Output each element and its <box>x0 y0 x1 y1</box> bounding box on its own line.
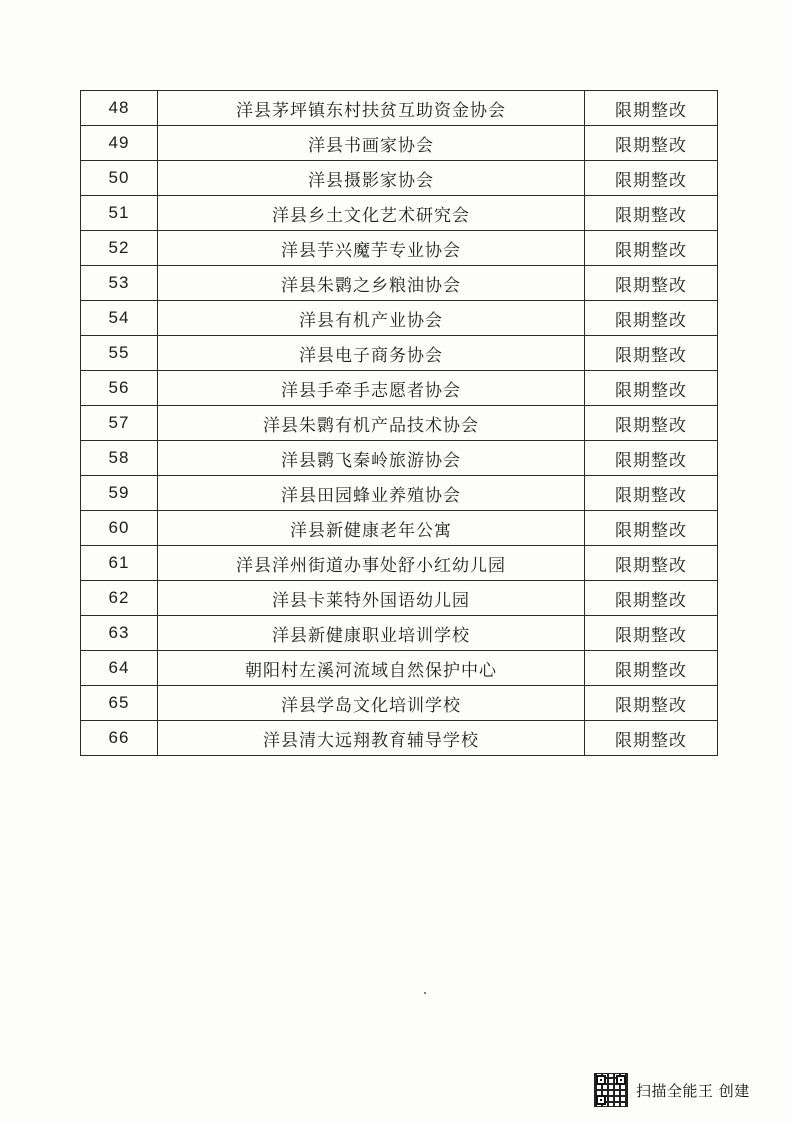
status-cell: 限期整改 <box>585 161 718 196</box>
organization-name: 朝阳村左溪河流域自然保护中心 <box>158 651 585 686</box>
status-cell: 限期整改 <box>585 301 718 336</box>
row-number: 50 <box>81 161 158 196</box>
status-cell: 限期整改 <box>585 336 718 371</box>
organization-name: 洋县学岛文化培训学校 <box>158 686 585 721</box>
organization-name: 洋县电子商务协会 <box>158 336 585 371</box>
organization-name: 洋县书画家协会 <box>158 126 585 161</box>
row-number: 66 <box>81 721 158 756</box>
status-cell: 限期整改 <box>585 371 718 406</box>
organization-name: 洋县卡莱特外国语幼儿园 <box>158 581 585 616</box>
table-row <box>81 406 718 441</box>
table-row <box>81 126 718 161</box>
organization-name: 洋县鹮飞秦岭旅游协会 <box>158 441 585 476</box>
scanner-watermark <box>594 1072 750 1108</box>
table-row <box>81 91 718 126</box>
table-row <box>81 231 718 266</box>
row-number: 52 <box>81 231 158 266</box>
table-row <box>81 581 718 616</box>
table-row <box>81 616 718 651</box>
organization-name: 洋县乡土文化艺术研究会 <box>158 196 585 231</box>
watermark-text: 扫描全能王 创建 <box>636 1081 750 1100</box>
row-number: 65 <box>81 686 158 721</box>
row-number: 61 <box>81 546 158 581</box>
status-cell: 限期整改 <box>585 91 718 126</box>
row-number: 59 <box>81 476 158 511</box>
status-cell: 限期整改 <box>585 651 718 686</box>
status-cell: 限期整改 <box>585 721 718 756</box>
status-cell: 限期整改 <box>585 231 718 266</box>
row-number: 56 <box>81 371 158 406</box>
row-number: 62 <box>81 581 158 616</box>
status-cell: 限期整改 <box>585 476 718 511</box>
table-body <box>81 91 718 756</box>
organization-name: 洋县田园蜂业养殖协会 <box>158 476 585 511</box>
organization-name: 洋县芋兴魔芋专业协会 <box>158 231 585 266</box>
row-number: 54 <box>81 301 158 336</box>
organization-list-table <box>80 90 718 756</box>
organization-name: 洋县洋州街道办事处舒小红幼儿园 <box>158 546 585 581</box>
table-row <box>81 441 718 476</box>
row-number: 58 <box>81 441 158 476</box>
table-row <box>81 511 718 546</box>
status-cell: 限期整改 <box>585 196 718 231</box>
organization-name: 洋县手牵手志愿者协会 <box>158 371 585 406</box>
organization-name: 洋县新健康职业培训学校 <box>158 616 585 651</box>
row-number: 53 <box>81 266 158 301</box>
organization-name: 洋县摄影家协会 <box>158 161 585 196</box>
status-cell: 限期整改 <box>585 511 718 546</box>
status-cell: 限期整改 <box>585 266 718 301</box>
status-cell: 限期整改 <box>585 126 718 161</box>
scan-speck <box>424 992 426 994</box>
row-number: 55 <box>81 336 158 371</box>
qr-code-icon <box>594 1073 628 1107</box>
table-row <box>81 546 718 581</box>
row-number: 48 <box>81 91 158 126</box>
table-row <box>81 651 718 686</box>
table-row <box>81 161 718 196</box>
status-cell: 限期整改 <box>585 441 718 476</box>
table-row <box>81 476 718 511</box>
row-number: 64 <box>81 651 158 686</box>
row-number: 60 <box>81 511 158 546</box>
organization-name: 洋县茅坪镇东村扶贫互助资金协会 <box>158 91 585 126</box>
row-number: 63 <box>81 616 158 651</box>
table-row <box>81 371 718 406</box>
table-row <box>81 301 718 336</box>
status-cell: 限期整改 <box>585 616 718 651</box>
status-cell: 限期整改 <box>585 546 718 581</box>
organization-name: 洋县新健康老年公寓 <box>158 511 585 546</box>
row-number: 49 <box>81 126 158 161</box>
organization-name: 洋县有机产业协会 <box>158 301 585 336</box>
organization-name: 洋县朱鹮之乡粮油协会 <box>158 266 585 301</box>
table-row <box>81 336 718 371</box>
table-row <box>81 686 718 721</box>
organization-name: 洋县朱鹮有机产品技术协会 <box>158 406 585 441</box>
status-cell: 限期整改 <box>585 406 718 441</box>
status-cell: 限期整改 <box>585 581 718 616</box>
table-row <box>81 266 718 301</box>
row-number: 51 <box>81 196 158 231</box>
status-cell: 限期整改 <box>585 686 718 721</box>
table-row <box>81 196 718 231</box>
row-number: 57 <box>81 406 158 441</box>
organization-name: 洋县清大远翔教育辅导学校 <box>158 721 585 756</box>
table-row <box>81 721 718 756</box>
